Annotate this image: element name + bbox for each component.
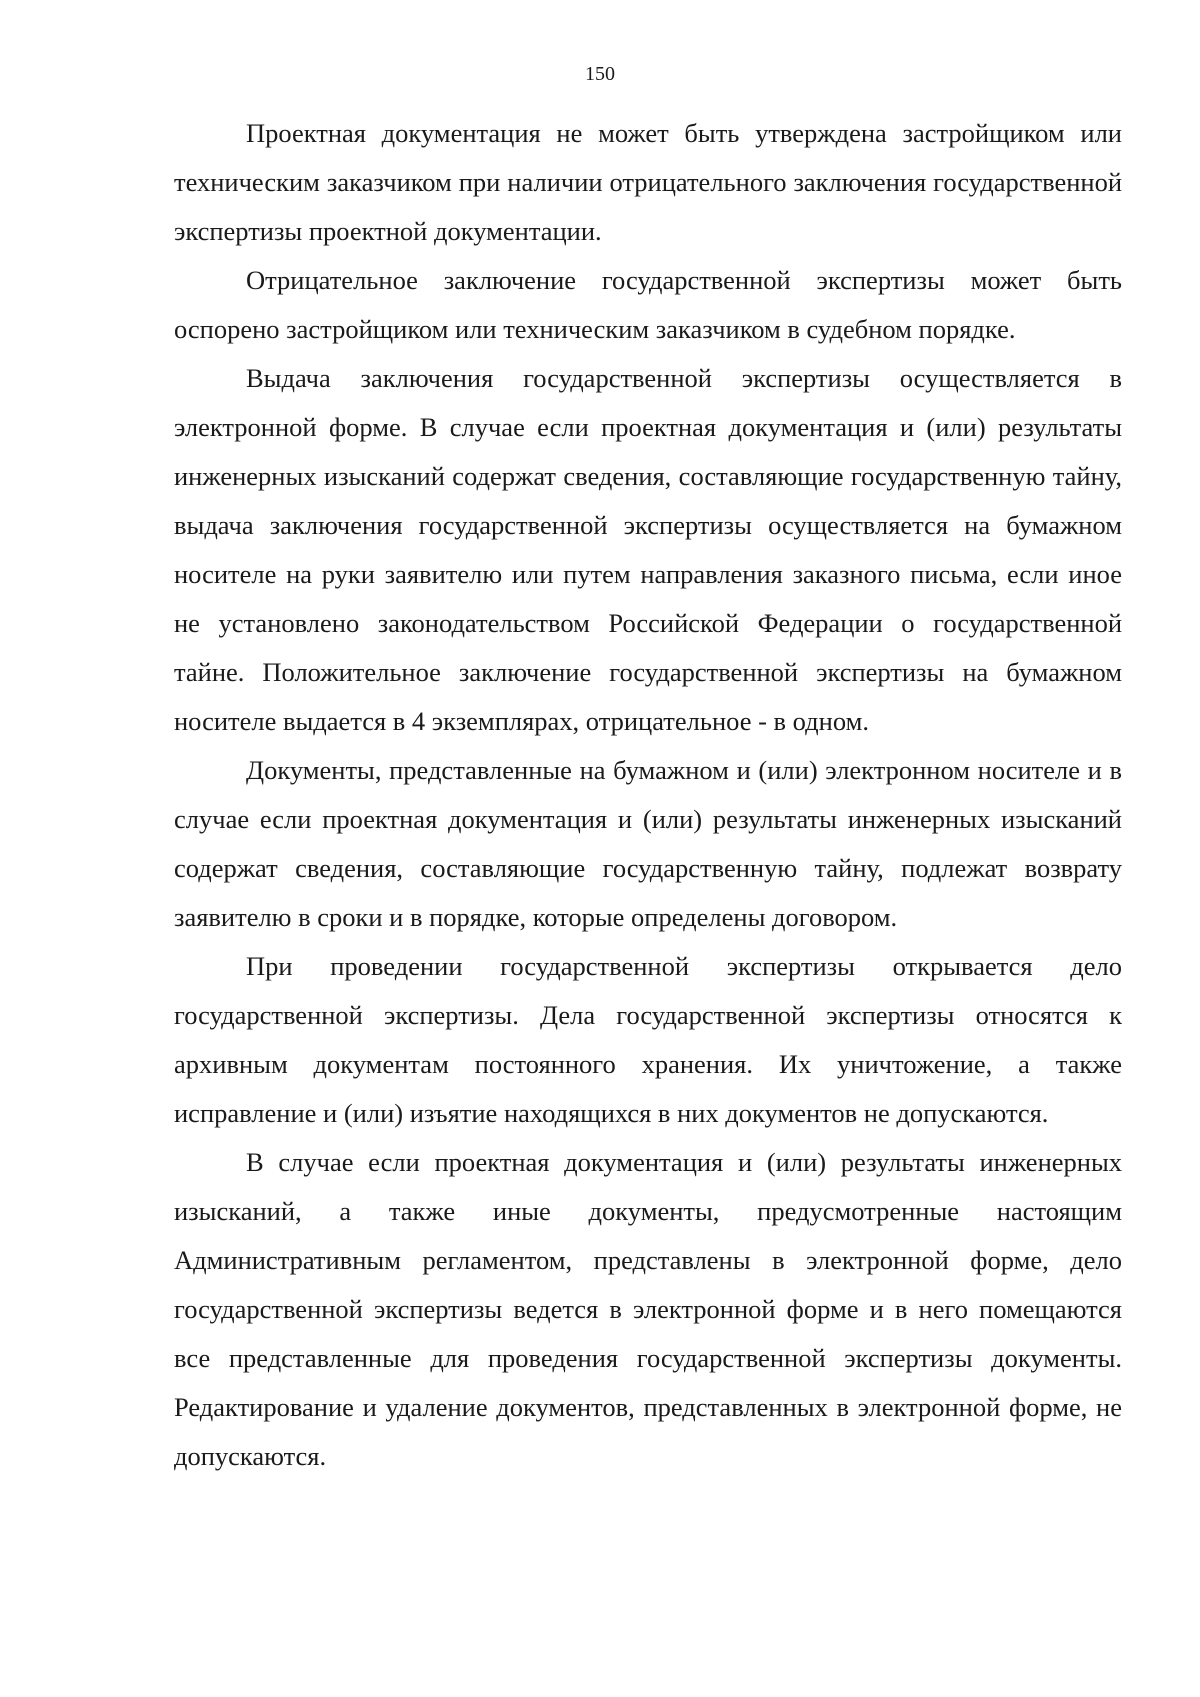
paragraph-issuance: Выдача заключения государственной экспертизы осуществляется в электронной форме. В случае если проектная документация и (или) результаты инженерных изысканий содержат сведения, составляющие государственную тайну, выдача заключения государственной экспертизы осуществляется на бумажном носителе на руки заявителю или путем направления заказного письма, если иное не установлено законодательством Российской Федерации о государственной тайне. Положительное заключение государственной экспертизы на бумажном носителе выдается в 4 экземплярах, отрицательное - в одном. <box>174 363 1122 736</box>
page-number: 150 <box>585 63 615 85</box>
paragraph-appeal: Отрицательное заключение государственной экспертизы может быть оспорено застройщиком или техническим заказчиком в судебном порядке. <box>174 265 1122 344</box>
paragraph-electronic-case: В случае если проектная документация и (или) результаты инженерных изысканий, а также иные документы, предусмотренные настоящим Административным регламентом, представлены в электронной форме, дело государственной экспертизы ведется в электронной форме и в него помещаются все представленные для проведения государственной экспертизы документы. Редактирование и удаление документов, представленных в электронной форме, не допускаются. <box>174 1147 1122 1471</box>
paragraph-document-return: Документы, представленные на бумажном и (или) электронном носителе и в случае если проектная документация и (или) результаты инженерных изысканий содержат сведения, составляющие государственную тайну, подлежат возврату заявителю в сроки и в порядке, которые определены договором. <box>174 755 1122 932</box>
paragraph-approval-restriction: Проектная документация не может быть утверждена застройщиком или техническим заказчиком при наличии отрицательного заключения государственной экспертизы проектной документации. <box>174 118 1122 246</box>
paragraph-case-file: При проведении государственной экспертизы открывается дело государственной экспертизы. Дела государственной экспертизы относятся к архивным документам постоянного хранения. Их уничтожение, а также исправление и (или) изъятие находящихся в них документов не допускаются. <box>174 951 1122 1128</box>
document-body <box>174 109 1122 1481</box>
